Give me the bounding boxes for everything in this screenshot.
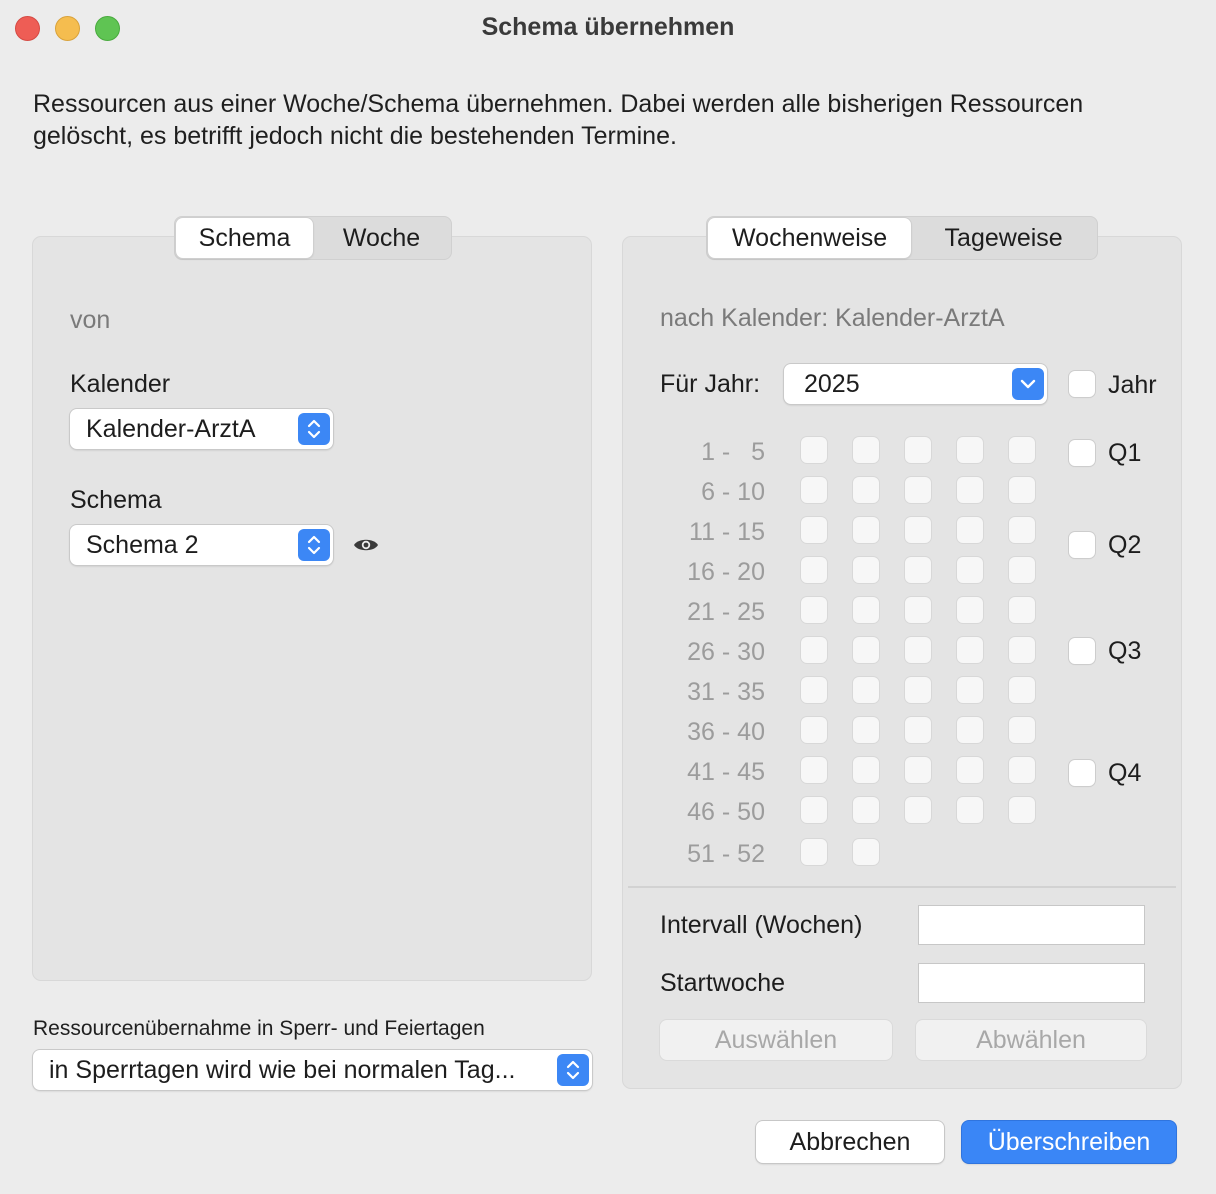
week-checkbox[interactable] — [957, 797, 983, 823]
up-down-chevron-icon — [298, 529, 330, 561]
week-row-label: 6 - 10 — [701, 478, 765, 506]
q1-checkbox[interactable] — [1069, 440, 1095, 466]
target-calendar-text: nach Kalender: Kalender-ArztA — [660, 304, 1005, 332]
week-checkbox[interactable] — [801, 797, 827, 823]
week-checkbox[interactable] — [1009, 437, 1035, 463]
week-checkbox[interactable] — [801, 557, 827, 583]
q3-checkbox[interactable] — [1069, 638, 1095, 664]
tab-woche[interactable]: Woche — [342, 223, 421, 252]
up-down-chevron-icon — [298, 413, 330, 445]
week-checkbox[interactable] — [957, 637, 983, 663]
schema-label: Schema — [70, 486, 162, 514]
week-checkbox[interactable] — [957, 437, 983, 463]
year-checkbox[interactable] — [1069, 371, 1095, 397]
week-checkbox[interactable] — [1009, 517, 1035, 543]
week-checkbox[interactable] — [853, 557, 879, 583]
kalender-label: Kalender — [70, 370, 171, 398]
chevron-down-icon[interactable] — [1012, 368, 1044, 400]
title-bar — [0, 0, 1216, 56]
week-row-label: 51 - 52 — [687, 840, 765, 868]
interval-label: Intervall (Wochen) — [660, 911, 863, 939]
week-checkbox[interactable] — [1009, 757, 1035, 783]
week-checkbox[interactable] — [1009, 797, 1035, 823]
week-checkbox[interactable] — [1009, 477, 1035, 503]
week-checkbox[interactable] — [905, 797, 931, 823]
intro-text: Ressourcen aus einer Woche/Schema übernehmen. Dabei werden alle bisherigen Ressourcen gelöscht, es betrifft jedoch nicht die bestehenden Termine. — [33, 90, 1084, 150]
week-checkbox[interactable] — [905, 717, 931, 743]
week-checkbox[interactable] — [957, 677, 983, 703]
blocked-days-popup[interactable] — [33, 1050, 592, 1090]
tab-tageweise[interactable]: Tageweise — [944, 223, 1063, 252]
week-checkbox[interactable] — [957, 477, 983, 503]
source-panel — [32, 236, 592, 981]
von-label: von — [70, 306, 111, 334]
week-checkbox[interactable] — [801, 637, 827, 663]
eye-icon[interactable] — [353, 535, 379, 555]
kalender-value: Kalender-ArztA — [86, 414, 256, 443]
week-checkbox[interactable] — [905, 637, 931, 663]
week-row-label: 11 - 15 — [689, 518, 765, 546]
week-row-label: 21 - 25 — [687, 598, 765, 626]
year-combobox[interactable] — [784, 364, 1047, 404]
schema-value: Schema 2 — [86, 530, 199, 559]
week-row-label: 36 - 40 — [687, 718, 765, 746]
week-checkbox[interactable] — [853, 597, 879, 623]
up-down-chevron-icon — [557, 1054, 589, 1086]
week-checkbox[interactable] — [905, 477, 931, 503]
week-checkbox[interactable] — [853, 637, 879, 663]
tab-wochenweise[interactable]: Wochenweise — [708, 218, 911, 258]
week-row-label: 16 - 20 — [687, 558, 765, 586]
week-checkbox[interactable] — [801, 597, 827, 623]
week-checkbox[interactable] — [853, 477, 879, 503]
week-row-label: 31 - 35 — [687, 678, 765, 706]
year-label: Für Jahr: — [660, 370, 761, 398]
week-checkbox[interactable] — [801, 517, 827, 543]
year-checkbox-label: Jahr — [1108, 371, 1157, 399]
week-checkbox[interactable] — [957, 557, 983, 583]
source-tabs — [174, 216, 452, 260]
week-checkbox[interactable] — [853, 437, 879, 463]
cancel-button[interactable]: Abbrechen — [756, 1121, 944, 1163]
q2-label: Q2 — [1108, 531, 1142, 559]
week-checkbox[interactable] — [1009, 597, 1035, 623]
mode-tabs — [706, 216, 1098, 260]
tab-schema[interactable]: Schema — [176, 218, 313, 258]
select-button[interactable]: Auswählen — [660, 1020, 892, 1060]
q1-label: Q1 — [1108, 439, 1142, 467]
startweek-field[interactable] — [918, 963, 1145, 1003]
q3-label: Q3 — [1108, 637, 1142, 665]
q4-label: Q4 — [1108, 759, 1142, 787]
week-checkbox[interactable] — [853, 717, 879, 743]
week-checkbox[interactable] — [1009, 677, 1035, 703]
week-checkbox[interactable] — [801, 677, 827, 703]
week-checkbox[interactable] — [905, 517, 931, 543]
window-title: Schema übernehmen — [481, 13, 735, 41]
week-checkbox[interactable] — [801, 839, 827, 865]
week-checkbox[interactable] — [853, 517, 879, 543]
week-checkbox[interactable] — [801, 477, 827, 503]
week-checkbox[interactable] — [1009, 637, 1035, 663]
week-checkbox[interactable] — [905, 557, 931, 583]
week-checkbox[interactable] — [801, 437, 827, 463]
week-checkbox[interactable] — [905, 437, 931, 463]
week-checkbox[interactable] — [957, 757, 983, 783]
week-checkbox[interactable] — [905, 677, 931, 703]
startweek-label: Startwoche — [660, 969, 786, 997]
week-checkbox[interactable] — [853, 839, 879, 865]
q4-checkbox[interactable] — [1069, 760, 1095, 786]
week-checkbox[interactable] — [801, 717, 827, 743]
week-checkbox[interactable] — [905, 597, 931, 623]
q2-checkbox[interactable] — [1069, 532, 1095, 558]
year-value: 2025 — [804, 369, 860, 398]
week-checkbox[interactable] — [957, 717, 983, 743]
week-row-label: 46 - 50 — [687, 798, 765, 826]
week-checkbox[interactable] — [1009, 557, 1035, 583]
week-checkbox[interactable] — [853, 797, 879, 823]
week-row-label: 26 - 30 — [687, 638, 765, 666]
week-checkbox[interactable] — [801, 757, 827, 783]
interval-field[interactable] — [918, 905, 1145, 945]
week-checkbox[interactable] — [853, 757, 879, 783]
blocked-days-label: Ressourcenübernahme in Sperr- und Feiertagen — [33, 1017, 485, 1040]
week-row-label: 1 - 5 — [701, 438, 765, 466]
blocked-days-value: in Sperrtagen wird wie bei normalen Tag... — [49, 1055, 516, 1084]
week-checkbox[interactable] — [905, 757, 931, 783]
week-checkbox[interactable] — [957, 597, 983, 623]
week-checkbox[interactable] — [853, 677, 879, 703]
overwrite-button[interactable]: Überschreiben — [962, 1121, 1176, 1163]
week-checkbox[interactable] — [957, 517, 983, 543]
schema-popup[interactable] — [70, 525, 333, 565]
week-row-label: 41 - 45 — [687, 758, 765, 786]
week-checkbox[interactable] — [1009, 717, 1035, 743]
deselect-button[interactable]: Abwählen — [916, 1020, 1146, 1060]
divider — [628, 886, 1176, 888]
kalender-popup[interactable] — [70, 409, 333, 449]
